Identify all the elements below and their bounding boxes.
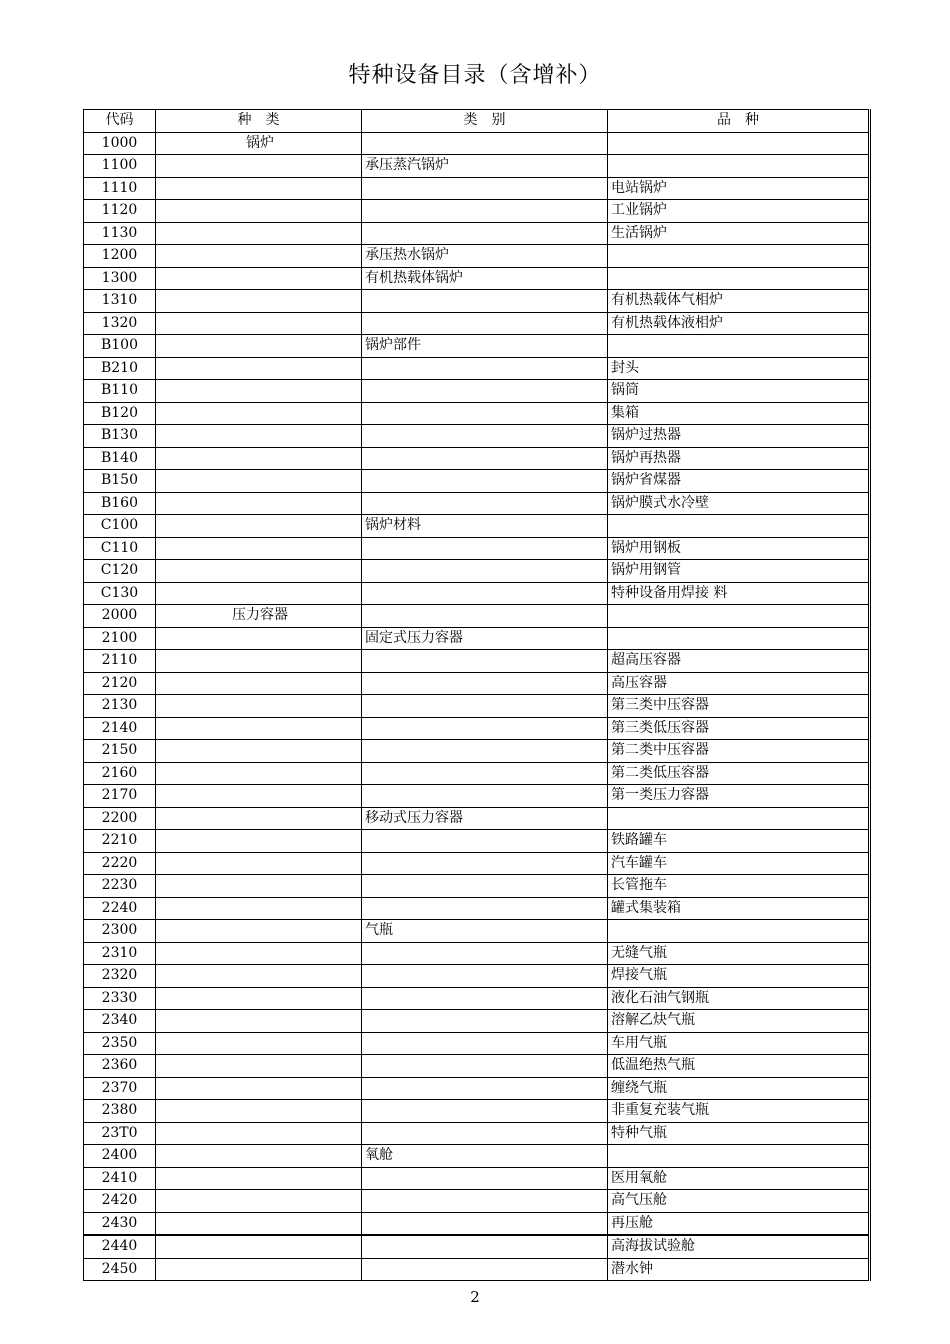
table-row [84, 515, 870, 538]
variety-cell [608, 335, 870, 358]
kind-cell [156, 222, 362, 245]
code-cell: 2240 [84, 897, 156, 920]
category-cell [362, 965, 608, 988]
table-row [84, 582, 870, 605]
variety-cell: 无缝气瓶 [608, 942, 870, 965]
table-row [84, 852, 870, 875]
variety-cell: 第二类中压容器 [608, 740, 870, 763]
category-cell [362, 357, 608, 380]
variety-cell [608, 245, 870, 268]
table-row [84, 717, 870, 740]
table-row [84, 965, 870, 988]
table-row [84, 897, 870, 920]
table-row [84, 155, 870, 178]
code-cell: 1130 [84, 222, 156, 245]
variety-cell: 锅炉用钢管 [608, 560, 870, 583]
table-row [84, 1032, 870, 1055]
variety-cell: 第二类低压容器 [608, 762, 870, 785]
kind-cell [156, 1100, 362, 1123]
code-cell: 1000 [84, 132, 156, 155]
table-row [84, 875, 870, 898]
variety-cell [608, 920, 870, 943]
table-row [84, 1145, 870, 1168]
kind-cell [156, 537, 362, 560]
table-row [84, 650, 870, 673]
category-cell [362, 897, 608, 920]
category-cell [362, 875, 608, 898]
category-cell [362, 560, 608, 583]
code-cell: 2400 [84, 1145, 156, 1168]
code-cell: B210 [84, 357, 156, 380]
variety-cell: 焊接气瓶 [608, 965, 870, 988]
table-row [84, 380, 870, 403]
header-category: 类 别 [362, 110, 608, 133]
table-row [84, 627, 870, 650]
table-row [84, 1235, 870, 1258]
code-cell: 2170 [84, 785, 156, 808]
code-cell: 1200 [84, 245, 156, 268]
code-cell: 2300 [84, 920, 156, 943]
kind-cell [156, 312, 362, 335]
code-cell: 2440 [84, 1235, 156, 1258]
category-cell [362, 470, 608, 493]
variety-cell: 生活锅炉 [608, 222, 870, 245]
category-cell: 固定式压力容器 [362, 627, 608, 650]
code-cell: 2410 [84, 1167, 156, 1190]
variety-cell: 溶解乙炔气瓶 [608, 1010, 870, 1033]
variety-cell: 车用气瓶 [608, 1032, 870, 1055]
table-row [84, 402, 870, 425]
category-cell [362, 785, 608, 808]
category-cell [362, 1077, 608, 1100]
variety-cell [608, 267, 870, 290]
category-cell [362, 1235, 608, 1258]
variety-cell: 缠绕气瓶 [608, 1077, 870, 1100]
variety-cell: 再压舱 [608, 1212, 870, 1235]
variety-cell: 低温绝热气瓶 [608, 1055, 870, 1078]
code-cell: 2160 [84, 762, 156, 785]
table-row [84, 447, 870, 470]
code-cell: B150 [84, 470, 156, 493]
code-cell: 2320 [84, 965, 156, 988]
table-body [84, 132, 870, 1281]
code-cell: B140 [84, 447, 156, 470]
category-cell [362, 942, 608, 965]
category-cell [362, 672, 608, 695]
table-row [84, 245, 870, 268]
code-cell: B110 [84, 380, 156, 403]
kind-cell [156, 290, 362, 313]
category-cell [362, 1258, 608, 1281]
kind-cell [156, 717, 362, 740]
kind-cell [156, 1235, 362, 1258]
table-row [84, 267, 870, 290]
variety-cell: 超高压容器 [608, 650, 870, 673]
variety-cell: 非重复充装气瓶 [608, 1100, 870, 1123]
category-cell [362, 582, 608, 605]
kind-cell [156, 1055, 362, 1078]
variety-cell: 集箱 [608, 402, 870, 425]
code-cell: 2230 [84, 875, 156, 898]
equipment-catalog-table [83, 109, 871, 1281]
variety-cell: 医用氧舱 [608, 1167, 870, 1190]
code-cell: B160 [84, 492, 156, 515]
category-cell [362, 1055, 608, 1078]
kind-cell [156, 1077, 362, 1100]
kind-cell [156, 425, 362, 448]
kind-cell [156, 335, 362, 358]
code-cell: 2340 [84, 1010, 156, 1033]
kind-cell [156, 1212, 362, 1235]
kind-cell [156, 942, 362, 965]
category-cell [362, 447, 608, 470]
category-cell: 有机热载体锅炉 [362, 267, 608, 290]
code-cell: 2330 [84, 987, 156, 1010]
category-cell [362, 380, 608, 403]
kind-cell [156, 695, 362, 718]
code-cell: C120 [84, 560, 156, 583]
category-cell: 承压热水锅炉 [362, 245, 608, 268]
code-cell: 1110 [84, 177, 156, 200]
header-kind: 种 类 [156, 110, 362, 133]
variety-cell: 锅炉膜式水冷壁 [608, 492, 870, 515]
table-row [84, 920, 870, 943]
kind-cell [156, 267, 362, 290]
kind-cell [156, 1190, 362, 1213]
table-row [84, 560, 870, 583]
code-cell: 1120 [84, 200, 156, 223]
code-cell: 2370 [84, 1077, 156, 1100]
table-row [84, 222, 870, 245]
category-cell [362, 1122, 608, 1145]
variety-cell: 潜水钟 [608, 1258, 870, 1281]
kind-cell [156, 965, 362, 988]
code-cell: 2100 [84, 627, 156, 650]
variety-cell: 铁路罐车 [608, 830, 870, 853]
kind-cell [156, 807, 362, 830]
category-cell [362, 1212, 608, 1235]
category-cell: 承压蒸汽锅炉 [362, 155, 608, 178]
category-cell [362, 762, 608, 785]
code-cell: 2140 [84, 717, 156, 740]
code-cell: C100 [84, 515, 156, 538]
category-cell [362, 852, 608, 875]
kind-cell: 锅炉 [156, 132, 362, 155]
table-row [84, 1055, 870, 1078]
kind-cell [156, 560, 362, 583]
code-cell: 1300 [84, 267, 156, 290]
table-row [84, 942, 870, 965]
category-cell: 氧舱 [362, 1145, 608, 1168]
table-row [84, 470, 870, 493]
table-row [84, 200, 870, 223]
variety-cell: 有机热载体气相炉 [608, 290, 870, 313]
table-row [84, 672, 870, 695]
code-cell: 2220 [84, 852, 156, 875]
kind-cell [156, 470, 362, 493]
category-cell [362, 1190, 608, 1213]
code-cell: 2350 [84, 1032, 156, 1055]
variety-cell: 长管拖车 [608, 875, 870, 898]
code-cell: 2380 [84, 1100, 156, 1123]
table-row [84, 1122, 870, 1145]
category-cell: 气瓶 [362, 920, 608, 943]
variety-cell: 高海拔试验舱 [608, 1235, 870, 1258]
variety-cell [608, 155, 870, 178]
kind-cell [156, 650, 362, 673]
table-row [84, 1212, 870, 1235]
category-cell: 锅炉材料 [362, 515, 608, 538]
variety-cell: 锅炉再热器 [608, 447, 870, 470]
category-cell [362, 650, 608, 673]
kind-cell [156, 200, 362, 223]
code-cell: 2000 [84, 605, 156, 628]
category-cell [362, 830, 608, 853]
table-row [84, 1010, 870, 1033]
kind-cell [156, 582, 362, 605]
variety-cell: 第三类中压容器 [608, 695, 870, 718]
category-cell [362, 425, 608, 448]
code-cell: 1320 [84, 312, 156, 335]
kind-cell [156, 492, 362, 515]
kind-cell [156, 380, 362, 403]
code-cell: 2450 [84, 1258, 156, 1281]
kind-cell [156, 852, 362, 875]
variety-cell [608, 605, 870, 628]
kind-cell [156, 875, 362, 898]
variety-cell: 锅炉用钢板 [608, 537, 870, 560]
variety-cell: 有机热载体液相炉 [608, 312, 870, 335]
page-number: 2 [470, 1288, 480, 1306]
document-title: 特种设备目录（含增补） [348, 63, 602, 88]
code-cell: 2360 [84, 1055, 156, 1078]
variety-cell: 高压容器 [608, 672, 870, 695]
category-cell: 移动式压力容器 [362, 807, 608, 830]
table-row [84, 537, 870, 560]
category-cell [362, 717, 608, 740]
code-cell: 2130 [84, 695, 156, 718]
variety-cell [608, 627, 870, 650]
table-row [84, 807, 870, 830]
table-row [84, 1167, 870, 1190]
table-row [84, 987, 870, 1010]
code-cell: B100 [84, 335, 156, 358]
category-cell [362, 987, 608, 1010]
category-cell [362, 537, 608, 560]
category-cell [362, 1010, 608, 1033]
table-row [84, 830, 870, 853]
variety-cell: 高气压舱 [608, 1190, 870, 1213]
category-cell [362, 200, 608, 223]
table-row [84, 785, 870, 808]
code-cell: 23T0 [84, 1122, 156, 1145]
kind-cell [156, 447, 362, 470]
kind-cell [156, 245, 362, 268]
kind-cell: 压力容器 [156, 605, 362, 628]
variety-cell [608, 515, 870, 538]
kind-cell [156, 357, 362, 380]
kind-cell [156, 830, 362, 853]
code-cell: C130 [84, 582, 156, 605]
header-variety: 品 种 [608, 110, 870, 133]
variety-cell [608, 807, 870, 830]
category-cell: 锅炉部件 [362, 335, 608, 358]
table-row [84, 1258, 870, 1281]
table-row [84, 1190, 870, 1213]
kind-cell [156, 177, 362, 200]
table-row [84, 357, 870, 380]
table-row [84, 695, 870, 718]
kind-cell [156, 627, 362, 650]
kind-cell [156, 1258, 362, 1281]
category-cell [362, 132, 608, 155]
category-cell [362, 492, 608, 515]
code-cell: 1310 [84, 290, 156, 313]
variety-cell: 特种气瓶 [608, 1122, 870, 1145]
category-cell [362, 402, 608, 425]
kind-cell [156, 762, 362, 785]
kind-cell [156, 785, 362, 808]
variety-cell: 电站锅炉 [608, 177, 870, 200]
category-cell [362, 290, 608, 313]
variety-cell: 罐式集装箱 [608, 897, 870, 920]
table-row [84, 740, 870, 763]
table-row [84, 290, 870, 313]
code-cell: B130 [84, 425, 156, 448]
table-row [84, 605, 870, 628]
variety-cell: 锅筒 [608, 380, 870, 403]
code-cell: 2430 [84, 1212, 156, 1235]
variety-cell: 特种设备用焊接 料 [608, 582, 870, 605]
kind-cell [156, 515, 362, 538]
table-row [84, 132, 870, 155]
category-cell [362, 695, 608, 718]
kind-cell [156, 402, 362, 425]
category-cell [362, 1032, 608, 1055]
table-row [84, 177, 870, 200]
variety-cell: 第三类低压容器 [608, 717, 870, 740]
kind-cell [156, 987, 362, 1010]
variety-cell: 锅炉过热器 [608, 425, 870, 448]
header-code: 代码 [84, 110, 156, 133]
category-cell [362, 740, 608, 763]
table-row [84, 492, 870, 515]
code-cell: 1100 [84, 155, 156, 178]
table-row [84, 1077, 870, 1100]
table-row [84, 312, 870, 335]
table-row [84, 1100, 870, 1123]
variety-cell: 第一类压力容器 [608, 785, 870, 808]
table-row [84, 762, 870, 785]
kind-cell [156, 897, 362, 920]
variety-cell: 工业锅炉 [608, 200, 870, 223]
kind-cell [156, 1145, 362, 1168]
category-cell [362, 1100, 608, 1123]
kind-cell [156, 1010, 362, 1033]
code-cell: B120 [84, 402, 156, 425]
category-cell [362, 222, 608, 245]
variety-cell: 汽车罐车 [608, 852, 870, 875]
code-cell: 2420 [84, 1190, 156, 1213]
variety-cell [608, 132, 870, 155]
variety-cell [608, 1145, 870, 1168]
category-cell [362, 312, 608, 335]
variety-cell: 液化石油气钢瓶 [608, 987, 870, 1010]
code-cell: 2120 [84, 672, 156, 695]
category-cell [362, 605, 608, 628]
kind-cell [156, 920, 362, 943]
variety-cell: 封头 [608, 357, 870, 380]
category-cell [362, 177, 608, 200]
table-row [84, 425, 870, 448]
category-cell [362, 1167, 608, 1190]
code-cell: 2200 [84, 807, 156, 830]
kind-cell [156, 155, 362, 178]
code-cell: 2210 [84, 830, 156, 853]
kind-cell [156, 740, 362, 763]
kind-cell [156, 1122, 362, 1145]
table-header-row [84, 110, 870, 133]
kind-cell [156, 672, 362, 695]
kind-cell [156, 1167, 362, 1190]
variety-cell: 锅炉省煤器 [608, 470, 870, 493]
table-row [84, 335, 870, 358]
code-cell: 2110 [84, 650, 156, 673]
code-cell: 2310 [84, 942, 156, 965]
code-cell: 2150 [84, 740, 156, 763]
code-cell: C110 [84, 537, 156, 560]
kind-cell [156, 1032, 362, 1055]
